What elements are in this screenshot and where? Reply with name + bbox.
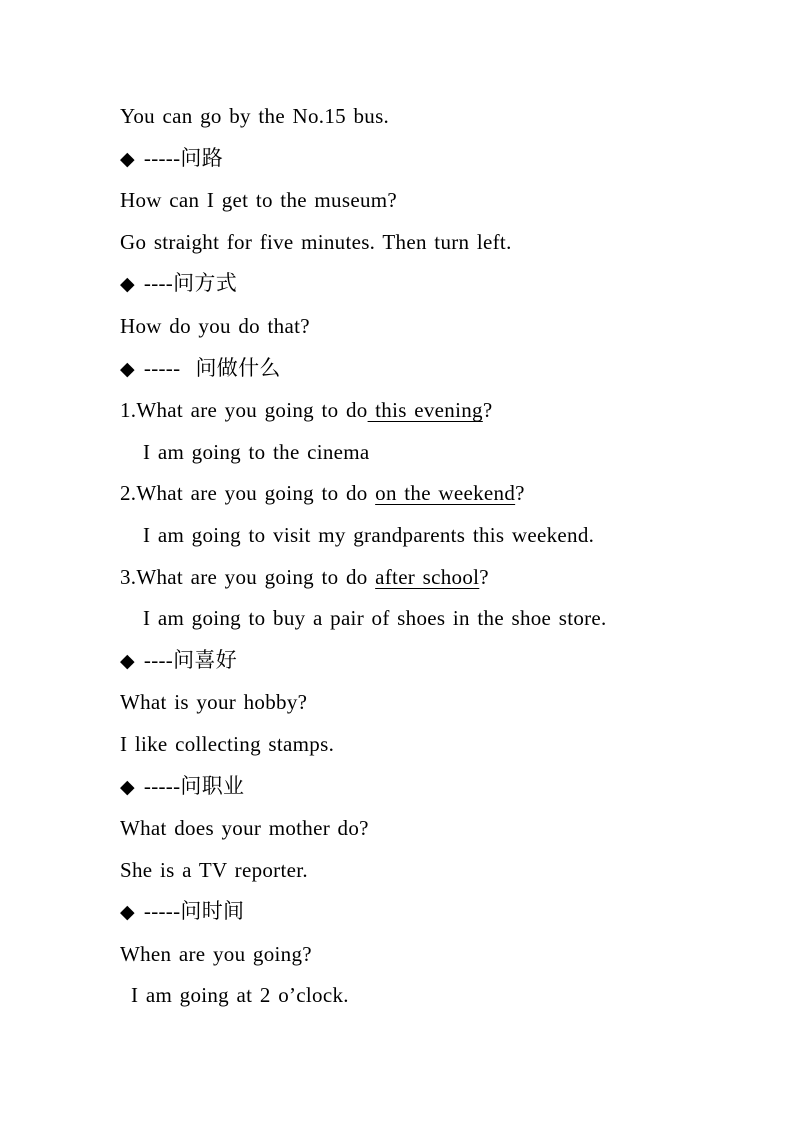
question-suffix: ? <box>479 564 489 589</box>
line-text: Go straight for five minutes. Then turn left. <box>120 229 512 254</box>
line-text: I am going to the cinema <box>143 439 370 464</box>
document-line <box>120 306 733 348</box>
section-heading-label: -----问时间 <box>143 899 245 924</box>
document-line <box>120 432 733 474</box>
diamond-bullet-icon: ◆ <box>120 273 135 296</box>
section-heading <box>120 263 733 306</box>
document-line <box>120 934 733 976</box>
diamond-bullet-icon: ◆ <box>120 357 135 380</box>
section-heading-label: ----问喜好 <box>143 647 237 672</box>
line-text: How do you do that? <box>120 313 310 338</box>
document-line <box>120 222 733 264</box>
diamond-bullet-icon: ◆ <box>120 775 135 798</box>
line-text: What is your hobby? <box>120 690 308 715</box>
diamond-bullet-icon: ◆ <box>120 147 135 170</box>
section-heading <box>120 891 733 934</box>
line-text: How can I get to the museum? <box>120 188 397 213</box>
document-line <box>120 975 733 1017</box>
question-prefix: 1.What are you going to do <box>120 398 368 423</box>
document-line <box>120 180 733 222</box>
question-suffix: ? <box>482 398 493 423</box>
question-line <box>120 390 733 432</box>
section-heading <box>120 766 733 809</box>
document-line <box>120 682 733 724</box>
document-line <box>120 724 733 766</box>
line-text: I am going to visit my grandparents this weekend. <box>143 522 595 547</box>
document-line <box>120 598 733 640</box>
section-heading-label: -----问职业 <box>143 773 245 798</box>
question-prefix: 2.What are you going to do <box>120 481 376 506</box>
section-heading-label: ----- 问做什么 <box>143 355 281 380</box>
line-text: She is a TV reporter. <box>120 857 308 882</box>
line-text: You can go by the No.15 bus. <box>120 104 390 128</box>
document-line <box>120 808 733 850</box>
line-text: What does your mother do? <box>120 816 369 841</box>
underlined-phrase: this evening <box>367 398 483 423</box>
line-text: I like collecting stamps. <box>120 731 335 756</box>
question-line <box>120 473 733 515</box>
section-heading-label: ----问方式 <box>143 271 237 296</box>
section-heading <box>120 348 733 391</box>
underlined-phrase: after school <box>375 564 480 589</box>
question-prefix: 3.What are you going to do <box>120 564 376 589</box>
underlined-phrase: on the weekend <box>375 481 516 506</box>
section-heading <box>120 138 733 181</box>
document-line <box>120 515 733 557</box>
question-line <box>120 557 733 599</box>
document-content <box>120 96 733 1017</box>
document-line <box>120 850 733 892</box>
document-line <box>120 96 733 138</box>
section-heading-label: -----问路 <box>143 145 223 170</box>
diamond-bullet-icon: ◆ <box>120 649 135 672</box>
line-text: I am going at 2 o’clock. <box>131 983 349 1008</box>
line-text: When are you going? <box>120 941 312 966</box>
section-heading <box>120 640 733 683</box>
line-text: I am going to buy a pair of shoes in the shoe store. <box>143 606 607 631</box>
diamond-bullet-icon: ◆ <box>120 901 135 924</box>
question-suffix: ? <box>515 481 525 506</box>
